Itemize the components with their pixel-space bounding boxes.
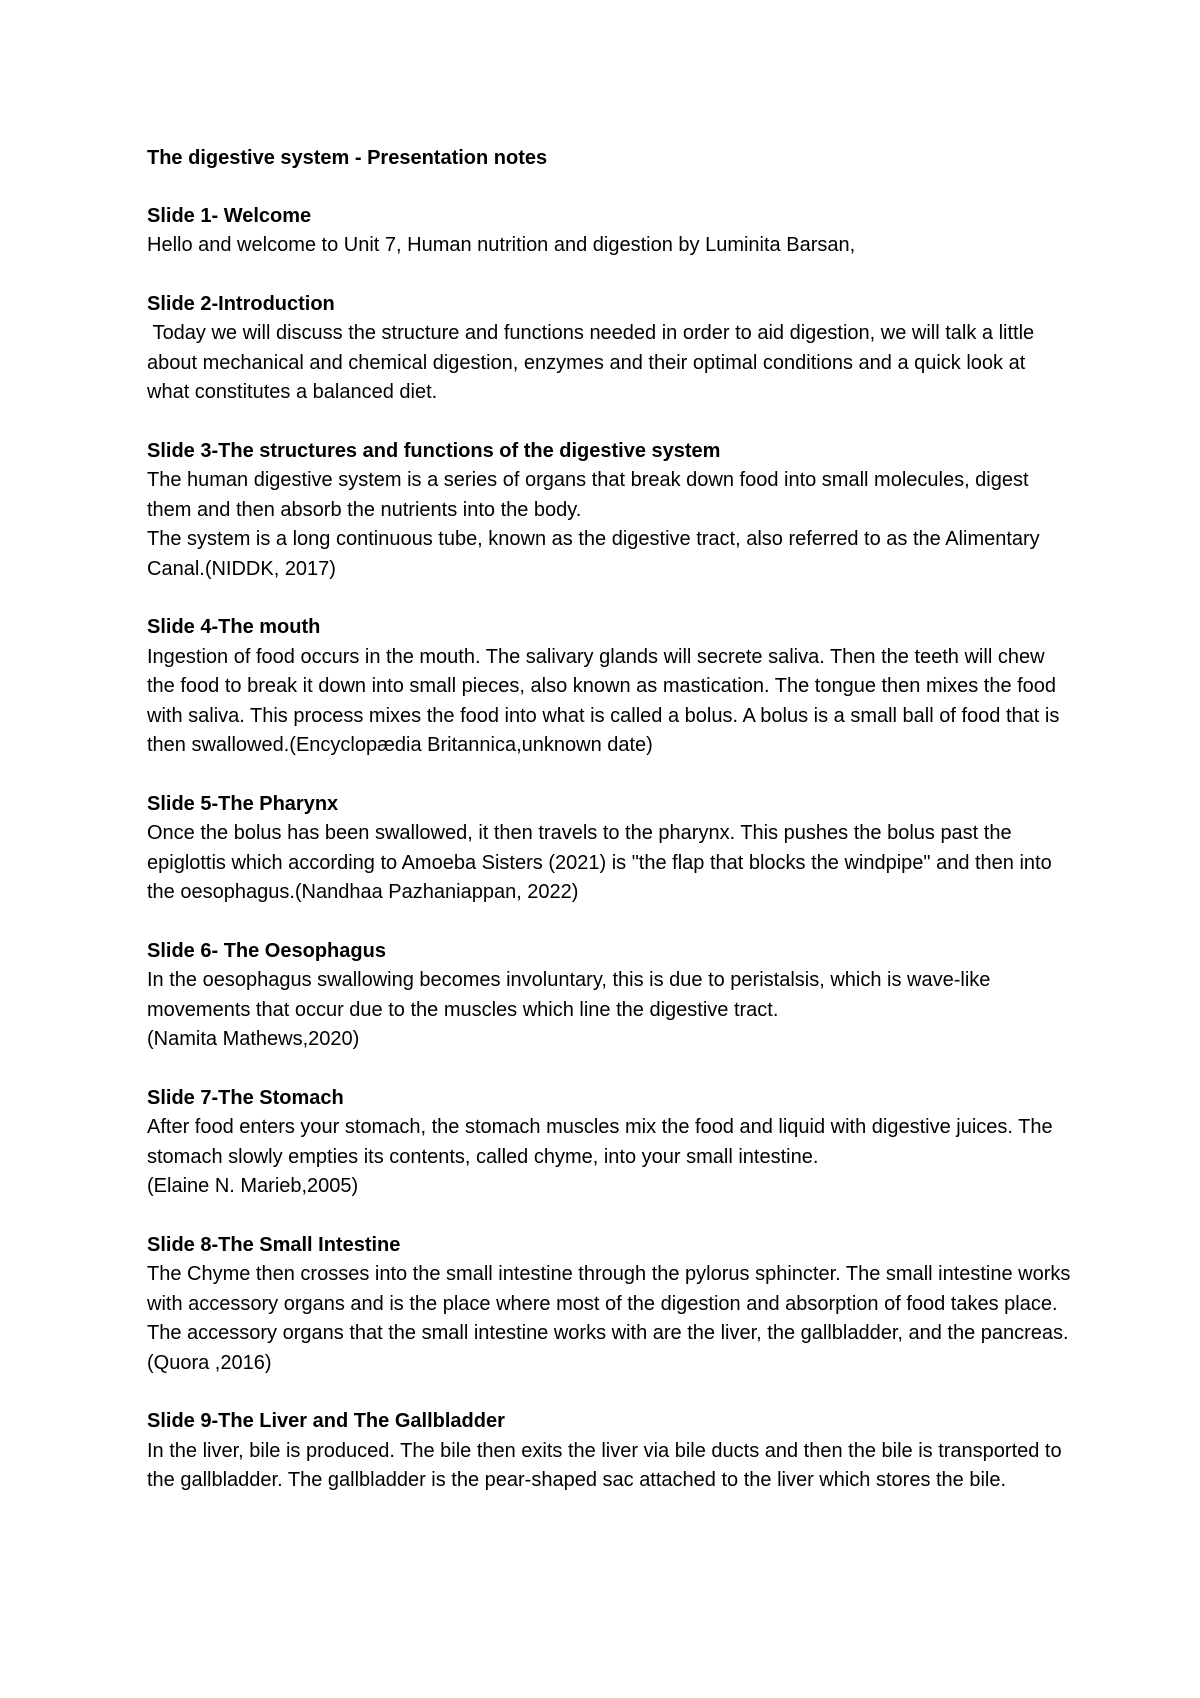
- slide-heading: Slide 2-Introduction: [147, 292, 335, 315]
- slide-6-section: [147, 937, 1072, 1055]
- slide-paragraph: In the liver, bile is produced. The bile then exits the liver via bile ducts and then the bile is transported to the gallbladder. The gallbladder is the pear-shaped sac attached to the liver which stores the bile.: [147, 1439, 1062, 1491]
- slide-paragraph: The accessory organs that the small intestine works with are the liver, the gallbladder, and the pancreas.(Quora ,2016): [147, 1322, 1069, 1374]
- slide-heading: Slide 8-The Small Intestine: [147, 1233, 401, 1256]
- document-page: [147, 144, 1072, 1525]
- slide-paragraph: The system is a long continuous tube, known as the digestive tract, also referred to as the Alimentary Canal.(NIDDK, 2017): [147, 528, 1040, 580]
- slide-heading: Slide 9-The Liver and The Gallbladder: [147, 1410, 505, 1432]
- slide-paragraph: After food enters your stomach, the stomach muscles mix the food and liquid with digestive juices. The stomach slowly empties its contents, called chyme, into your small intestine.: [147, 1116, 1053, 1168]
- slide-paragraph: The human digestive system is a series of organs that break down food into small molecules, digest them and then absorb the nutrients into the body.: [147, 469, 1029, 521]
- slide-4-section: [147, 613, 1072, 761]
- document-title: The digestive system - Presentation notes: [147, 147, 548, 169]
- slide-paragraph: Ingestion of food occurs in the mouth. The salivary glands will secrete saliva. Then the teeth will chew the food to break it down into small pieces, also known as mastication. The tongue then mixes the food with saliva. This process mixes the food into what is called a bolus. A bolus is a small ball of food that is then swallowed.(Encyclopædia Britannica,unknown date): [147, 645, 1060, 756]
- slide-paragraph: (Namita Mathews,2020): [147, 1028, 360, 1050]
- slide-heading: Slide 1- Welcome: [147, 204, 312, 227]
- slide-2-section: [147, 290, 1072, 408]
- slide-8-section: [147, 1231, 1072, 1379]
- slide-paragraph: (Elaine N. Marieb,2005): [147, 1175, 359, 1197]
- slide-3-section: [147, 437, 1072, 585]
- slide-paragraph: Today we will discuss the structure and functions needed in order to aid digestion, we will talk a little about mechanical and chemical digestion, enzymes and their optimal conditions and a quick look at what constitutes a balanced diet.: [147, 322, 1040, 403]
- slide-heading: Slide 7-The Stomach: [147, 1086, 344, 1109]
- slide-heading: Slide 6- The Oesophagus: [147, 939, 386, 962]
- slide-paragraph: Once the bolus has been swallowed, it then travels to the pharynx. This pushes the bolus past the epiglottis which according to Amoeba Sisters (2021) is "the flap that blocks the windpipe" and then into the oesophagus.(Nandhaa Pazhaniappan, 2022): [147, 822, 1052, 903]
- slide-heading: Slide 3-The structures and functions of the digestive system: [147, 439, 721, 462]
- slide-heading: Slide 4-The mouth: [147, 616, 321, 638]
- slide-9-section: [147, 1407, 1072, 1496]
- slide-5-section: [147, 790, 1072, 908]
- slide-paragraph: The Chyme then crosses into the small intestine through the pylorus sphincter. The small intestine works with accessory organs and is the place where most of the digestion and absorption of food takes place.: [147, 1263, 1071, 1315]
- slide-7-section: [147, 1084, 1072, 1202]
- slide-heading: Slide 5-The Pharynx: [147, 792, 339, 815]
- slide-1-section: [147, 202, 1072, 261]
- slide-paragraph: In the oesophagus swallowing becomes involuntary, this is due to peristalsis, which is wave-like movements that occur due to the muscles which line the digestive tract.: [147, 969, 991, 1021]
- slide-paragraph: Hello and welcome to Unit 7, Human nutrition and digestion by Luminita Barsan,: [147, 234, 856, 256]
